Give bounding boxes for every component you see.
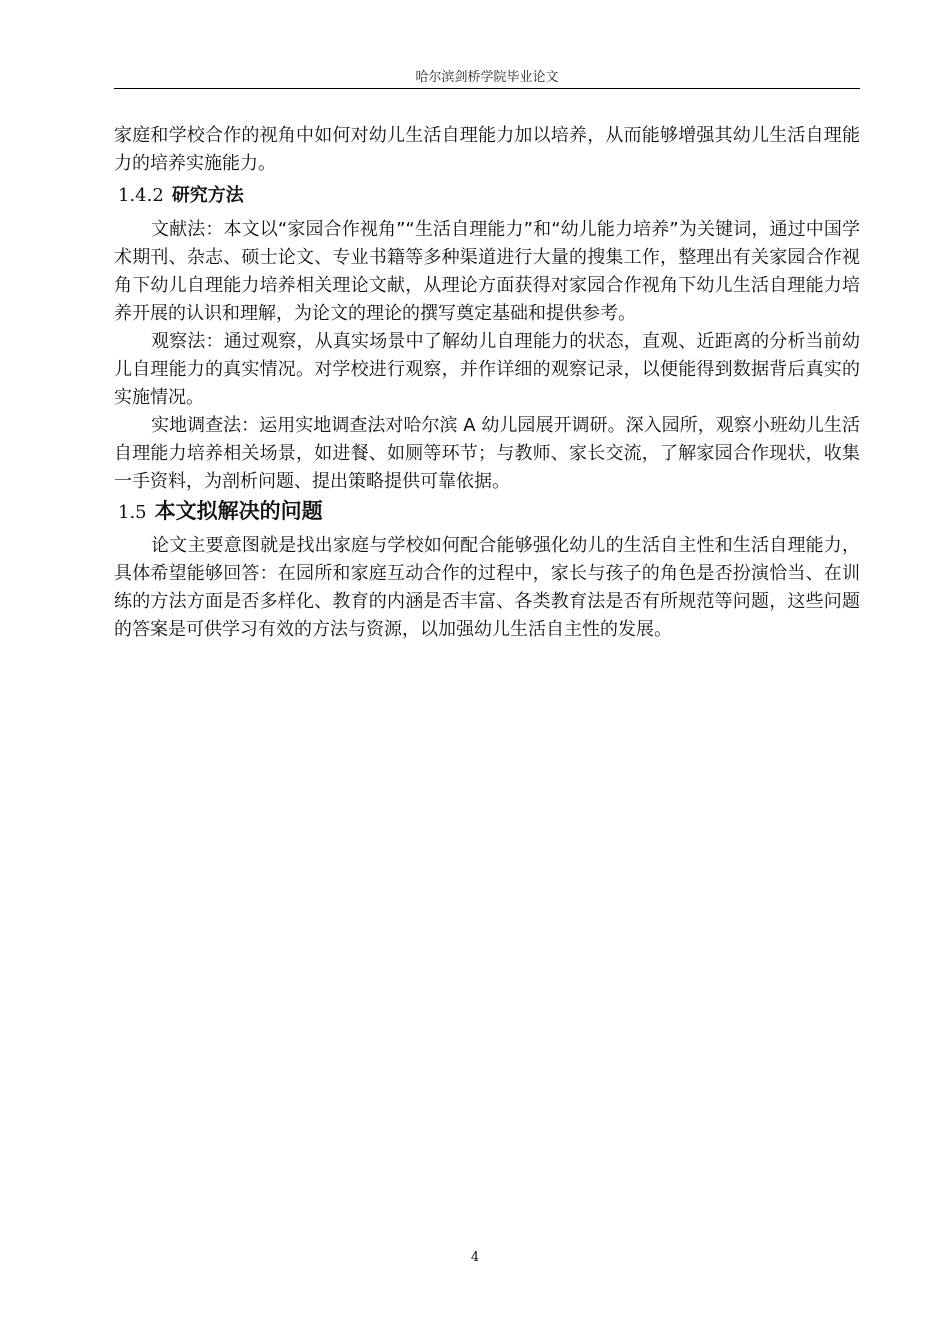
- header-rule: [114, 88, 860, 89]
- method-field-survey-paragraph: 实地调查法：运用实地调查法对哈尔滨 A 幼儿园展开调研。深入园所，观察小班幼儿生活自理能力培养相关场景，如进餐、如厕等环节；与教师、家长交流，了解家园合作现状，收集一手资料，为剖析问题、提出策略提供可靠依据。: [114, 415, 860, 492]
- intro-paragraph: 家庭和学校合作的视角中如何对幼儿生活自理能力加以培养，从而能够增强其幼儿生活自理能力的培养实施能力。: [114, 125, 860, 174]
- section-heading-1-5: [118, 496, 860, 528]
- method-literature-paragraph: 文献法：本文以“家园合作视角”“生活自理能力”和“幼儿能力培养”为关键词，通过中国学术期刊、杂志、硕士论文、专业书籍等多种渠道进行大量的搜集工作，整理出有关家园合作视角下幼儿自理能力培养相关理论文献，从理论方面获得对家园合作视角下幼儿生活自理能力培养开展的认识和理解，为论文的理论的撰写奠定基础和提供参考。: [114, 219, 860, 324]
- section-title: 本文拟解决的问题: [154, 499, 323, 523]
- section-number: 1.5: [118, 502, 147, 523]
- running-header: 哈尔滨剑桥学院毕业论文: [415, 70, 559, 85]
- section-title: 研究方法: [171, 185, 244, 206]
- section-heading-1-4-2: [118, 182, 860, 210]
- method-observation-paragraph: 观察法：通过观察，从真实场景中了解幼儿自理能力的状态，直观、近距离的分析当前幼儿自理能力的真实情况。对学校进行观察，并作详细的观察记录，以便能得到数据背后真实的实施情况。: [114, 331, 860, 408]
- problem-paragraph: 论文主要意图就是找出家庭与学校如何配合能够强化幼儿的生活自主性和生活自理能力，具体希望能够回答：在园所和家庭互动合作的过程中，家长与孩子的角色是否扮演恰当、在训练的方法方面是否多样化、教育的内涵是否丰富、各类教育法是否有所规范等问题，这些问题的答案是可供学习有效的方法与资源，以加强幼儿生活自主性的发展。: [114, 535, 860, 640]
- section-number: 1.4.2: [118, 185, 164, 206]
- page-body: [114, 122, 860, 644]
- page-number: 4: [470, 1250, 480, 1265]
